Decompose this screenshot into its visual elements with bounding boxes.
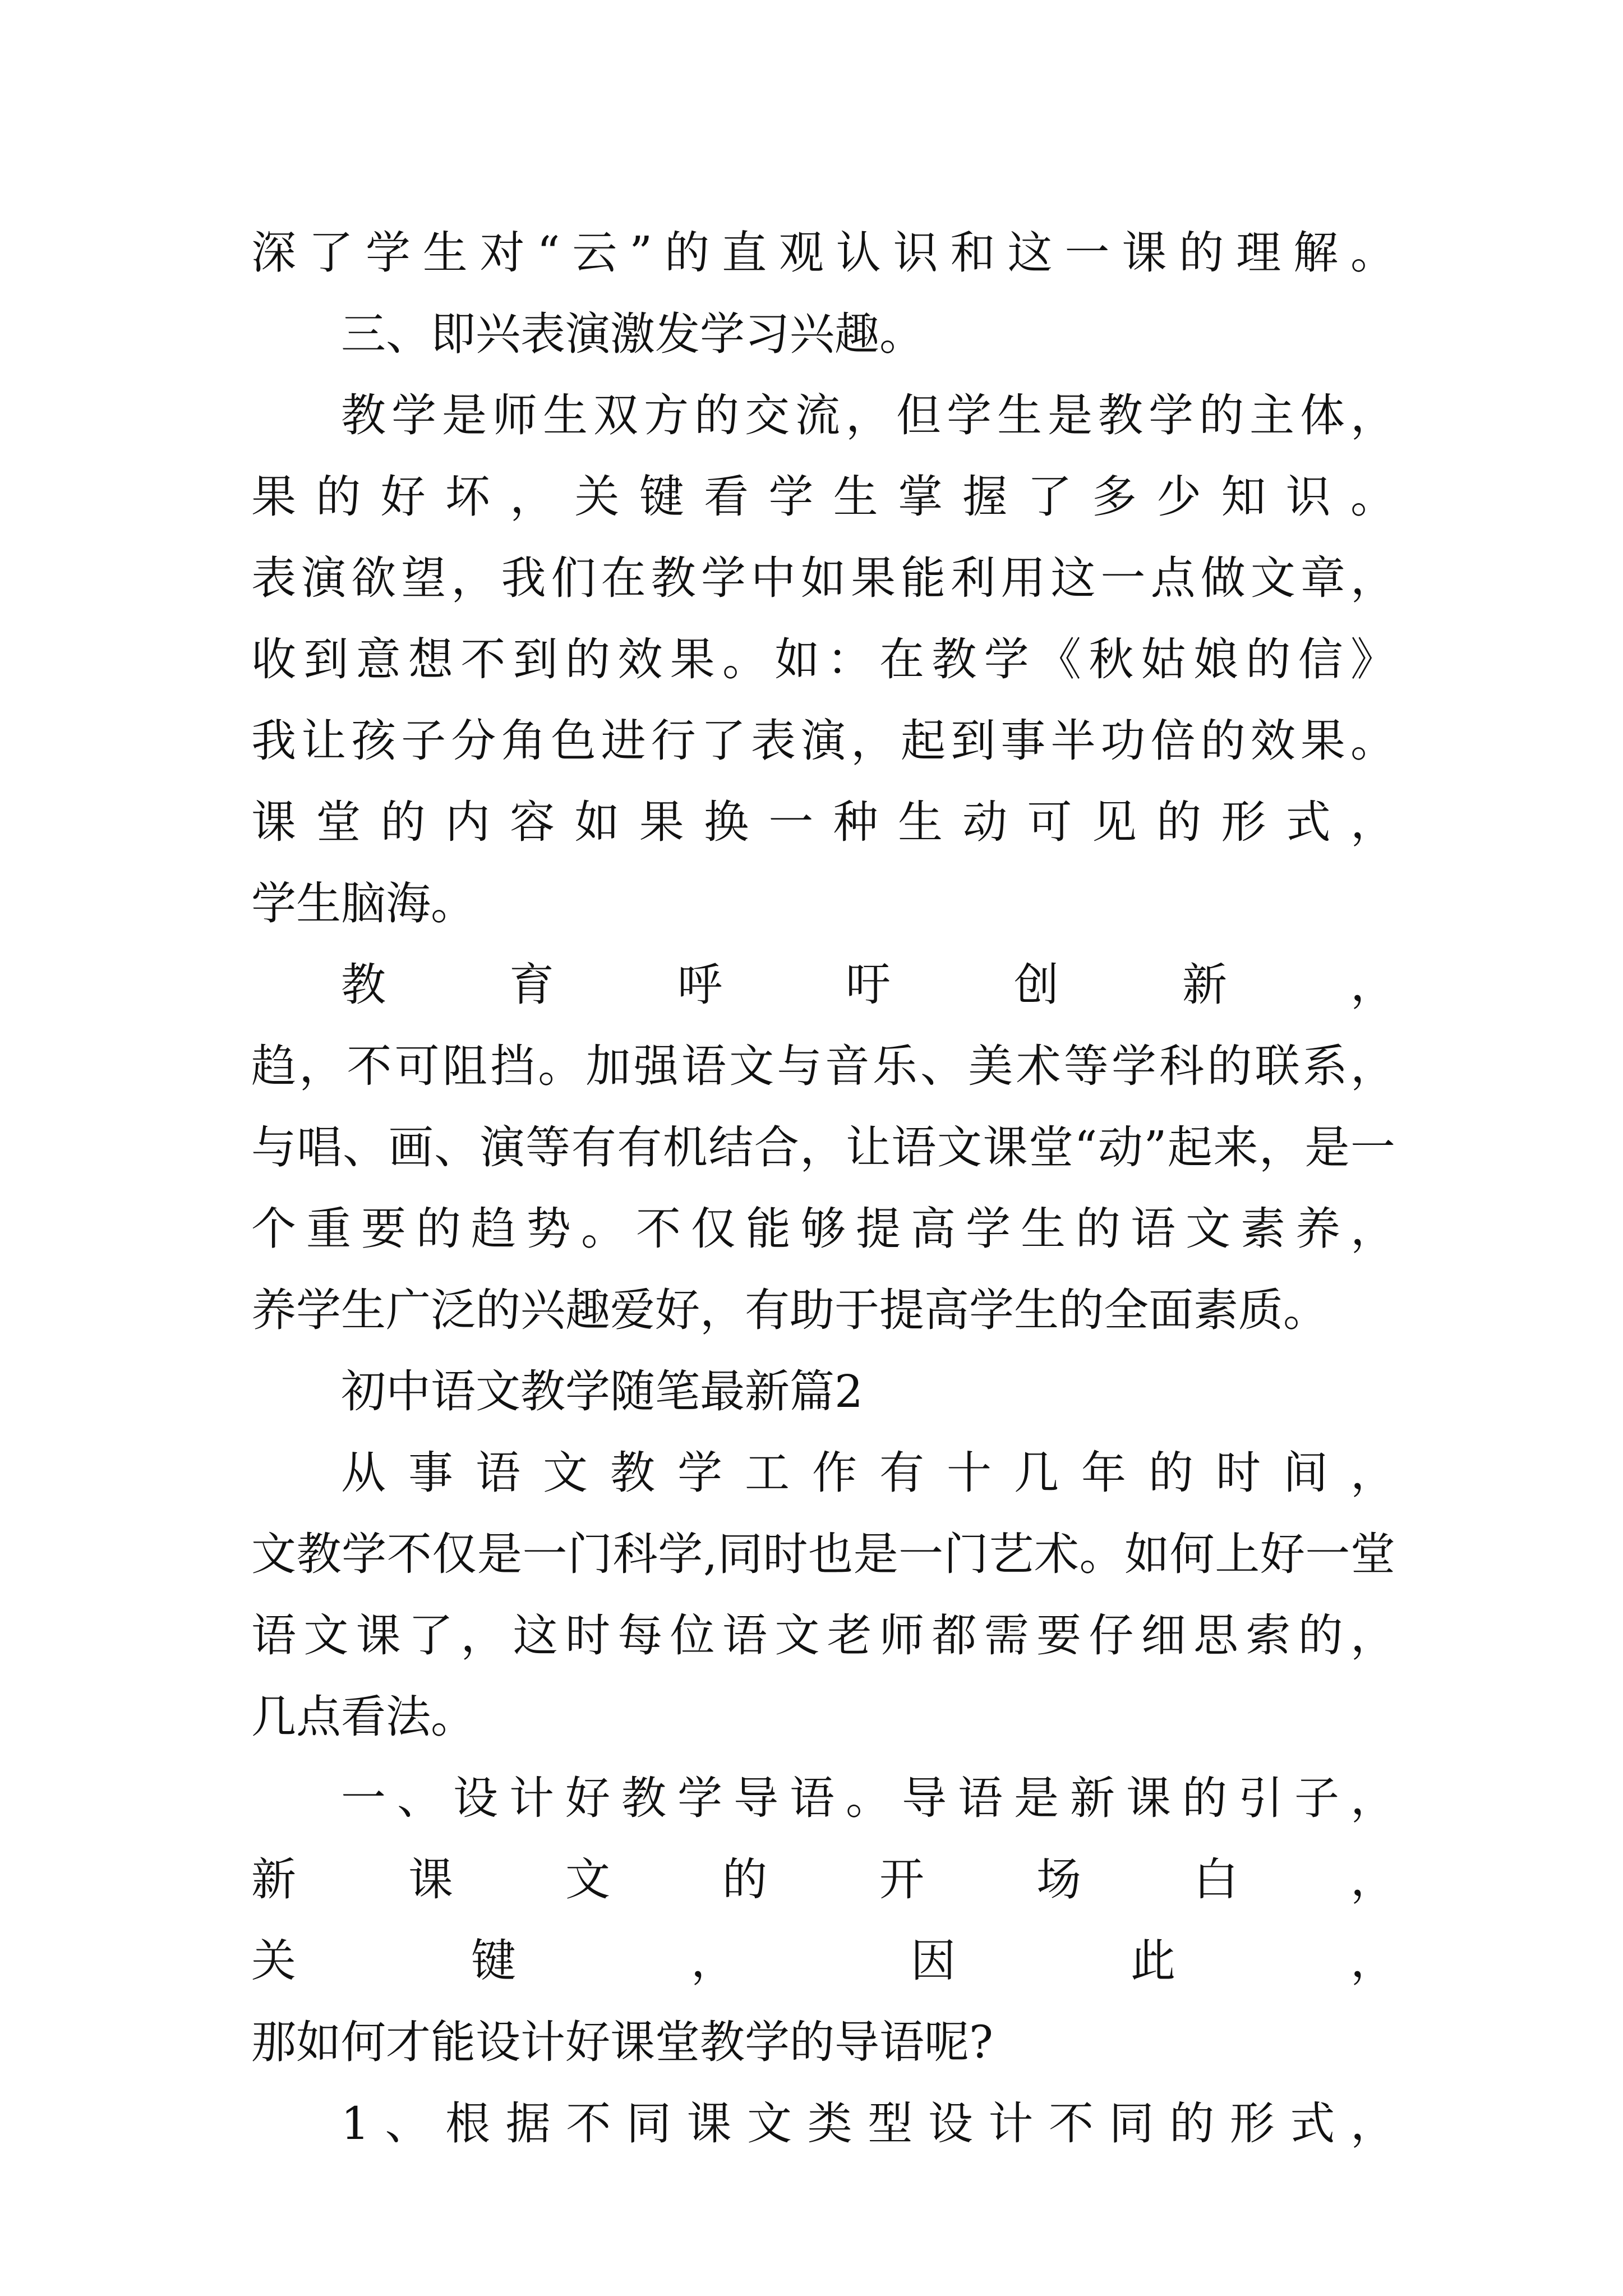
text-line: 新课文的开场白， [251,1853,1395,1906]
text-line: 关键，因此， [251,1935,1395,1987]
text-line: 几点看法。 [251,1691,476,1743]
text-line: 语文课了，这时每位语文老师都需要仔细思索的， [251,1609,1395,1662]
text-line: 表演欲望，我们在教学中如果能利用这一点做文章， [251,552,1395,604]
text-line: 个重要的趋势。不仅能够提高学生的语文素养， [251,1203,1395,1255]
text-line: 课堂的内容如果换一种生动可见的形式， [251,796,1395,848]
text-line: 文教学不仅是一门科学,同时也是一门艺术。如何上好一堂 [251,1528,1395,1580]
text-line: 趋，不可阻挡。加强语文与音乐、美术等学科的联系， [251,1040,1395,1092]
text-line: 收到意想不到的效果。如：在教学《秋姑娘的信》 [251,633,1395,685]
text-line: 一、设计好教学导语。导语是新课的引子， [341,1772,1395,1824]
text-line: 教学是师生双方的交流，但学生是教学的主体， [341,389,1395,441]
text-line: 我让孩子分角色进行了表演，起到事半功倍的效果。 [251,715,1395,767]
text-line: 从事语文教学工作有十几年的时间， [341,1447,1395,1499]
body-text [251,212,1395,2164]
section-heading: 三、即兴表演激发学习兴趣。 [341,308,924,360]
text-line: 教育呼吁创新， [341,959,1395,1011]
text-line: 深了学生对“云”的直观认识和这一课的理解。 [251,227,1395,279]
text-line: 果的好坏，关键看学生掌握了多少知识。 [251,471,1395,523]
text-line: 那如何才能设计好课堂教学的导语呢? [251,2016,993,2068]
section-heading: 初中语文教学随笔最新篇2 [341,1365,863,1418]
text-line: 1、根据不同课文类型设计不同的形式， [341,2097,1395,2150]
text-line: 养学生广泛的兴趣爱好，有助于提高学生的全面素质。 [251,1284,1328,1336]
text-line: 与唱、画、演等有有机结合，让语文课堂“动”起来，是一 [251,1121,1395,1174]
text-line: 学生脑海。 [251,877,476,930]
